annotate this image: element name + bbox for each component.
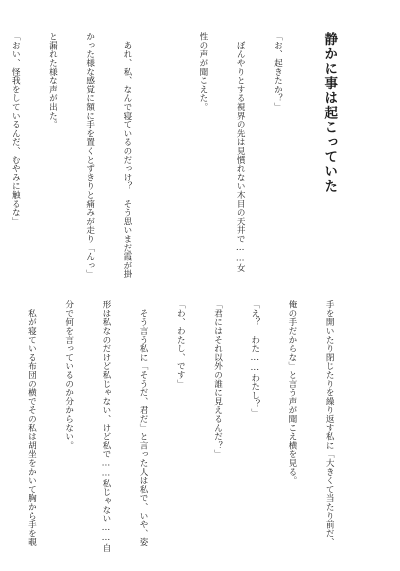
text-line: 手を開いたり閉じたりを繰り返す私に「大きくて当たり前だ、 — [324, 300, 335, 547]
text-line: 「お、起きたか？」 — [272, 32, 283, 112]
text-line: 「君にはそれ以外の誰に見えるんだ？」 — [212, 300, 223, 459]
text-line: 俺の手だからな」と言う声が聞こえ横を見る。 — [286, 300, 297, 485]
text-line: 「わ、わたし、です」 — [175, 300, 186, 388]
text-line: ぼんやりとする視界の先は見慣れない木目の天井で……女 — [235, 32, 246, 273]
chapter-title: 静かに事は起こっていた — [321, 32, 338, 194]
text-line: 「え？ わた……わたし？」 — [249, 300, 260, 418]
text-line: あれ、私、なんで寝ているのだっけ？ そう思いまだ霞が掛 — [121, 32, 132, 279]
text-line: 「おい、怪我をしているんだ、むやみに触るな」 — [10, 32, 21, 226]
text-line: と漏れた様な声が出た。 — [47, 32, 58, 129]
text-line: 私が寝ている布団の横でその私は胡坐をかいて胸から手を覗 — [26, 300, 37, 547]
text-line: そう言う私に「そうだ、君だ」と言った人は私で、いや、姿 — [138, 300, 149, 547]
text-line: かった様な感覚に額に手を置くとずきりと痛みが走り「んっ」 — [84, 32, 95, 279]
text-line: 性の声が聞こえた。 — [197, 32, 208, 112]
bottom-text-block — [20, 300, 360, 552]
top-text-block — [10, 32, 360, 284]
paragraph-gap — [158, 32, 172, 284]
text-line: 分で何を言っているのか分からない。 — [63, 300, 74, 450]
text-line: 形は私なのだけど私じゃない、けど私で……私じゃない……自 — [100, 300, 111, 552]
